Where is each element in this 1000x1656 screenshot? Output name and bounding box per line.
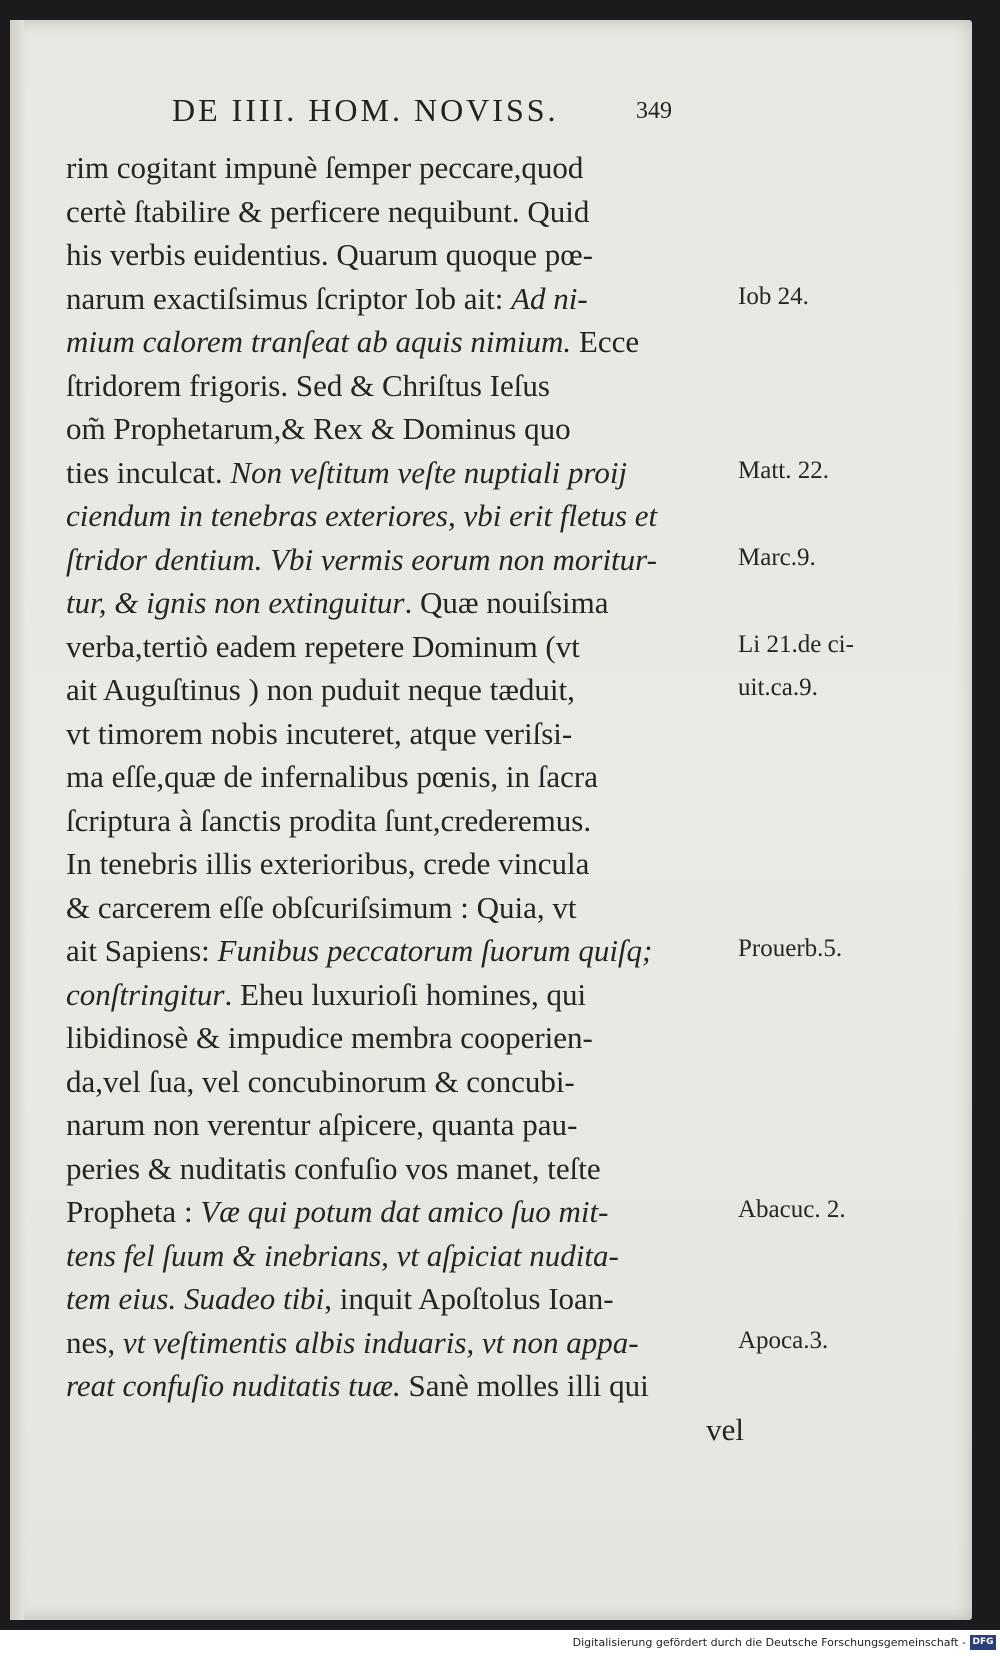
margin-note: Li 21.de ci- (738, 630, 854, 658)
margin-note: Iob 24. (738, 282, 809, 310)
roman-segment: libidinosè & impudice membra cooperien- (66, 1020, 593, 1055)
italic-segment: tem eius. Suadeo tibi (66, 1281, 325, 1316)
footer-bar (0, 1632, 1000, 1656)
page-gutter-edge (10, 20, 24, 1620)
roman-segment: vt timorem nobis incuteret, atque veriſsi- (66, 715, 573, 751)
italic-segment: Væ qui potum dat amico ſuo mit- (200, 1194, 609, 1229)
text-line (66, 712, 746, 756)
margin-note: Prouerb.5. (738, 935, 843, 962)
roman-segment: peries & nuditatis confuſio vos manet, teſte (66, 1150, 601, 1186)
roman-segment: da,vel ſua, vel concubinorum & concubi- (66, 1063, 575, 1099)
roman-segment: narum exactiſsimus ſcriptor Iob ait: (66, 280, 512, 316)
text-line (66, 973, 746, 1017)
text-line (66, 320, 746, 364)
roman-segment: certè ſtabilire & perficere nequibunt. Quid (66, 193, 590, 229)
body-text (66, 146, 746, 1451)
margin-note: Abacuc. 2. (738, 1196, 846, 1223)
text-line (66, 1364, 746, 1408)
text-line (66, 1190, 746, 1234)
margin-note: uit.ca.9. (738, 674, 818, 701)
footer-credit: Digitalisierung gefördert durch die Deutsche Forschungsgemeinschaft - (572, 1636, 966, 1649)
text-line (66, 364, 746, 408)
italic-segment: vt veſtimentis albis induaris, vt non appa- (122, 1324, 639, 1360)
margin-note: Matt. 22. (738, 456, 829, 484)
italic-segment: mium calorem tranſeat ab aquis nimium. (66, 324, 572, 359)
text-line (66, 1277, 746, 1321)
roman-segment: nes, (66, 1324, 123, 1360)
italic-segment: Non veſtitum veſte nuptiali proij (230, 454, 628, 490)
text-line (66, 625, 746, 669)
text-line (66, 842, 746, 886)
roman-segment: & carcerem eſſe obſcuriſsimum : Quia, vt (66, 889, 577, 925)
roman-segment: ties inculcat. (66, 454, 231, 490)
roman-segment: verba,tertiò eadem repetere Dominum (vt (66, 628, 580, 664)
roman-segment: narum non verentur aſpicere, quanta pau- (66, 1107, 578, 1142)
running-head (0, 92, 1000, 136)
roman-segment: ſcriptura à ſanctis prodita ſunt,crederemus. (66, 802, 592, 838)
italic-segment: ciendum in tenebras exteriores, vbi erit fletus et (66, 498, 658, 533)
text-line (66, 1147, 746, 1191)
margin-note: Marc.9. (738, 543, 816, 571)
catchword: vel (706, 1411, 744, 1447)
roman-segment: ait Auguſtinus ) non puduit neque tæduit, (66, 672, 575, 707)
margin-note: Apoca.3. (738, 1326, 829, 1354)
italic-segment: tur, & ignis non extinguitur (66, 585, 405, 620)
roman-segment: , inquit Apoſtolus Ioan- (324, 1281, 614, 1316)
text-line (66, 668, 746, 712)
text-line (66, 1016, 746, 1060)
text-line (66, 755, 746, 799)
text-line (66, 277, 746, 321)
roman-segment: om̃ Prophetarum,& Rex & Dominus quo (66, 411, 571, 446)
text-line (66, 1103, 746, 1147)
text-line (66, 581, 746, 625)
dfg-logo: DFG (970, 1635, 996, 1650)
roman-segment: Sanè molles illi qui (400, 1368, 649, 1403)
text-line (66, 451, 746, 495)
running-title: DE IIII. HOM. NOVISS. (172, 92, 559, 128)
text-line (66, 1234, 746, 1278)
roman-segment: ait Sapiens: (66, 933, 218, 968)
roman-segment: In tenebris illis exterioribus, crede vincula (66, 846, 590, 881)
text-line (66, 929, 746, 973)
text-line (66, 538, 746, 582)
roman-segment: Propheta : (66, 1194, 201, 1229)
italic-segment: conſtringitur (66, 976, 225, 1012)
italic-segment: Funibus peccatorum ſuorum quiſq; (217, 933, 653, 968)
text-line (66, 190, 746, 234)
roman-segment: ſtridorem frigoris. Sed & Chriſtus Ieſus (66, 367, 550, 403)
text-line (66, 1060, 746, 1104)
italic-segment: ſtridor dentium. Vbi vermis eorum non moritur- (66, 541, 657, 577)
roman-segment: rim cogitant impunè ſemper peccare,quod (66, 150, 584, 185)
text-line (66, 1321, 746, 1365)
text-line (66, 146, 746, 190)
italic-segment: tens fel ſuum & inebrians, vt aſpiciat nudita- (66, 1237, 619, 1273)
text-line (66, 799, 746, 843)
text-lines (66, 146, 746, 1408)
text-line (66, 494, 746, 538)
roman-segment: . Quæ nouiſsima (404, 585, 609, 620)
text-line (66, 233, 746, 277)
text-line (66, 407, 746, 451)
page-number: 349 (636, 98, 672, 124)
roman-segment: . Eheu luxurioſi homines, qui (224, 976, 587, 1012)
roman-segment: ma eſſe,quæ de infernalibus pœnis, in ſacra (66, 759, 599, 794)
roman-segment: his verbis euidentius. Quarum quoque pœ- (66, 237, 593, 272)
roman-segment: Ecce (571, 324, 640, 359)
text-line (66, 886, 746, 930)
italic-segment: Ad ni- (511, 280, 588, 316)
italic-segment: reat confuſio nuditatis tuæ. (66, 1368, 401, 1403)
